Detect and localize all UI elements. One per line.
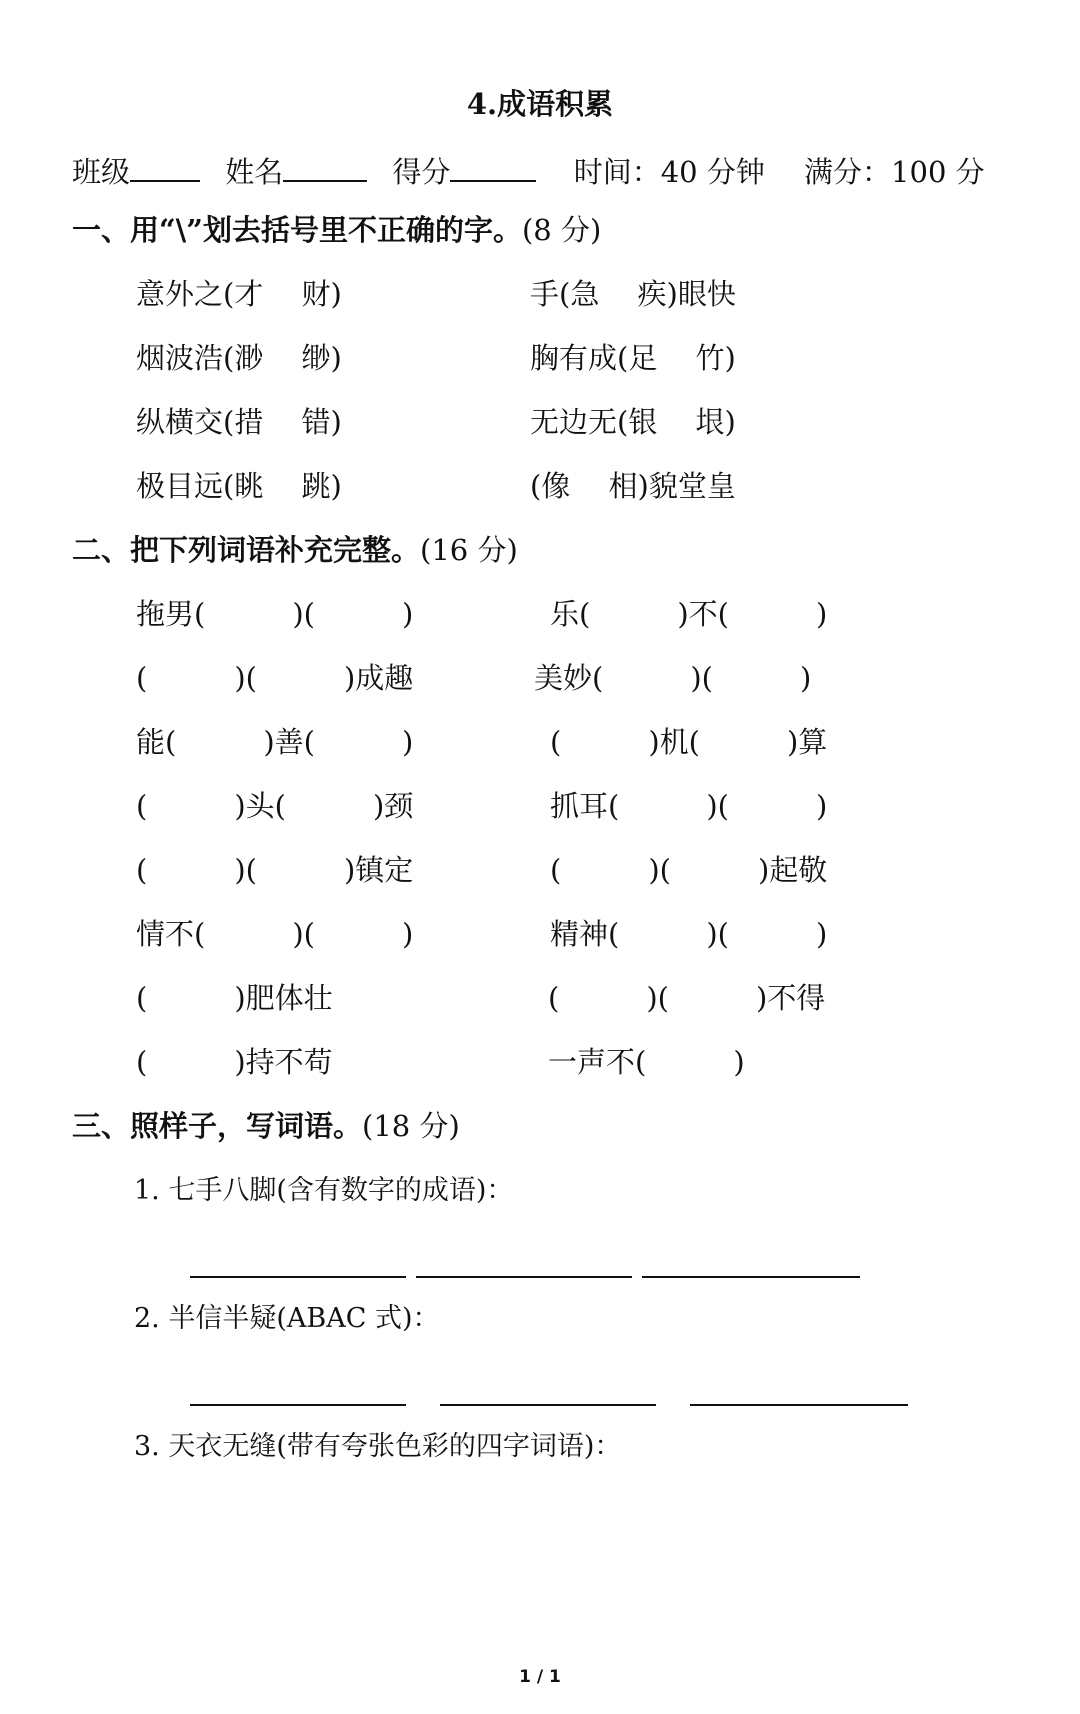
s3-question-2: 2. 半信半疑(ABAC 式)： [134,1303,440,1334]
s2-item-5[interactable]: 能( )善( ) [136,725,414,759]
s2-item-7[interactable]: ( )头( )颈 [136,789,414,823]
time-info: 时间：40 分钟 [573,155,765,189]
s1-item-3[interactable]: 烟波浩(渺 缈) [136,341,342,375]
class-label: 班级 [72,155,131,189]
section-1-points: (8 分) [521,213,602,247]
header-info-row [72,150,985,191]
s2-item-8[interactable]: 抓耳( )( ) [550,789,828,823]
section-1-heading [72,208,601,249]
s3-q2-answer-line-3[interactable] [690,1404,908,1406]
section-2-points: (16 分) [420,533,518,567]
s3-q1-answer-line-2[interactable] [416,1276,632,1278]
s2-item-6[interactable]: ( )机( )算 [550,725,828,759]
s3-q2-answer-line-2[interactable] [440,1404,656,1406]
s2-item-3[interactable]: ( )( )成趣 [136,661,414,695]
s2-item-16[interactable]: 一声不( ) [548,1045,745,1079]
s1-item-6[interactable]: 无边无(银 垠) [530,405,736,439]
s2-item-1[interactable]: 拖男( )( ) [136,597,414,631]
s2-item-14[interactable]: ( )( )不得 [548,981,826,1015]
s3-question-1: 1. 七手八脚(含有数字的成语)： [134,1175,514,1206]
s2-item-10[interactable]: ( )( )起敬 [550,853,828,887]
s2-item-11[interactable]: 情不( )( ) [136,917,414,951]
s2-item-13[interactable]: ( )肥体壮 [136,981,333,1015]
s2-item-15[interactable]: ( )持不苟 [136,1045,333,1079]
s1-item-8[interactable]: (像 相)貌堂皇 [530,469,736,503]
s1-item-1[interactable]: 意外之(才 财) [136,277,342,311]
s3-q2-answer-line-1[interactable] [190,1404,406,1406]
s1-item-2[interactable]: 手(急 疾)眼快 [530,277,736,311]
s3-q1-answer-line-1[interactable] [190,1276,406,1278]
class-blank[interactable] [130,154,200,182]
s2-item-4[interactable]: 美妙( )( ) [534,661,812,695]
section-3-title: 三、照样子，写词语。 [72,1109,363,1143]
s2-item-12[interactable]: 精神( )( ) [550,917,828,951]
s2-item-2[interactable]: 乐( )不( ) [550,597,828,631]
section-3-heading [72,1104,460,1145]
s3-q1-answer-line-3[interactable] [642,1276,860,1278]
section-2-heading [72,528,518,569]
full-score-info: 满分：100 分 [804,155,985,189]
section-1-title: 一、用“\”划去括号里不正确的字。 [72,213,522,247]
section-2-title: 二、把下列词语补充完整。 [72,533,421,567]
name-blank[interactable] [283,154,367,182]
page-number: 1 / 1 [519,1667,561,1687]
score-label: 得分 [392,155,451,189]
name-label: 姓名 [225,155,284,189]
s1-item-7[interactable]: 极目远(眺 跳) [136,469,342,503]
s3-question-3: 3. 天衣无缝(带有夸张色彩的四字词语)： [134,1431,622,1462]
page-title: 4.成语积累 [466,87,614,121]
score-blank[interactable] [450,154,536,182]
s1-item-4[interactable]: 胸有成(足 竹) [530,341,736,375]
section-3-points: (18 分) [362,1109,460,1143]
s2-item-9[interactable]: ( )( )镇定 [136,853,414,887]
s1-item-5[interactable]: 纵横交(措 错) [136,405,342,439]
